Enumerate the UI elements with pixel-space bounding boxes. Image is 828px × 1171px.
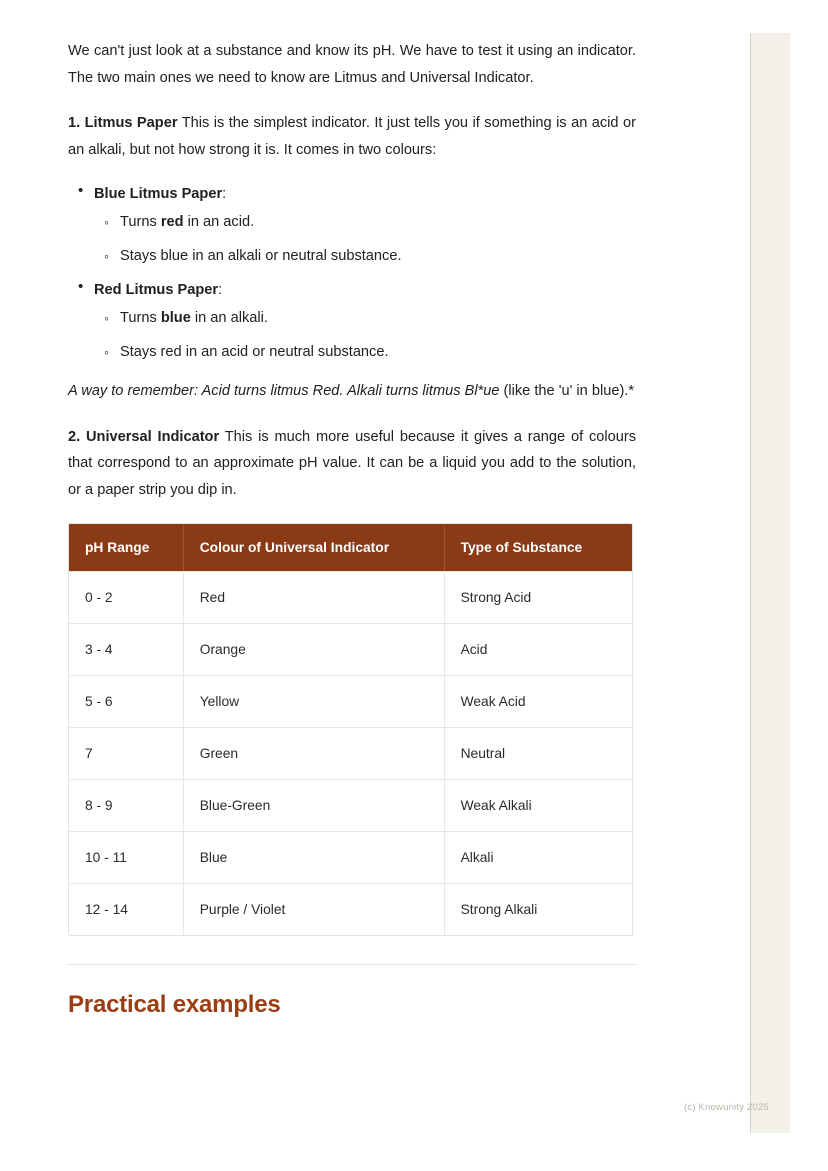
list-item	[120, 340, 636, 364]
sub-strong: blue	[160, 310, 191, 326]
sub-post: in an acid.	[183, 214, 255, 230]
cell-ph-range: 5 - 6	[69, 675, 184, 727]
cell-colour: Blue	[184, 831, 445, 883]
intro-paragraph: We can't just look at a substance and know its pH. We have to test it using an indicator. The two main ones we need to know are Litmus and Universal Indicator.	[68, 43, 636, 86]
watermark-text: (c) Knowunity 2025	[684, 1102, 769, 1113]
cell-colour: Purple / Violet	[184, 883, 445, 935]
sub-pre: Turns	[120, 310, 161, 326]
cell-ph-range: 12 - 14	[69, 883, 184, 935]
cell-ph-range: 0 - 2	[69, 571, 184, 623]
list-item	[94, 182, 636, 268]
document-page	[68, 38, 636, 1019]
mnemonic-paragraph	[68, 378, 636, 405]
cell-type: Neutral	[445, 727, 632, 779]
column-header-colour: Colour of Universal Indicator	[184, 524, 445, 571]
blue-litmus-colon: :	[222, 186, 227, 202]
list-item	[120, 210, 636, 234]
section-divider	[68, 964, 636, 965]
table-row	[69, 675, 632, 727]
ph-range-table	[68, 523, 633, 936]
cell-type: Weak Acid	[445, 675, 632, 727]
table-row	[69, 831, 632, 883]
table-row	[69, 623, 632, 675]
list-item	[94, 278, 636, 364]
cell-type: Weak Alkali	[445, 779, 632, 831]
sub-pre: Turns	[120, 214, 161, 230]
cell-colour: Orange	[184, 623, 445, 675]
mnemonic-italic: A way to remember: Acid turns litmus Red. Alkali turns litmus Bl*ue	[68, 383, 500, 399]
list-item-heading	[94, 278, 636, 302]
cell-ph-range: 10 - 11	[69, 831, 184, 883]
cell-ph-range: 7	[69, 727, 184, 779]
page-margin-strip	[750, 33, 790, 1133]
cell-colour: Blue-Green	[184, 779, 445, 831]
column-header-type: Type of Substance	[445, 524, 632, 571]
red-litmus-label: Red Litmus Paper	[94, 282, 219, 298]
list-item	[120, 306, 636, 330]
column-header-ph-range: pH Range	[69, 524, 184, 571]
list-item-heading	[94, 182, 636, 206]
sub-strong: red	[160, 214, 184, 230]
cell-ph-range: 8 - 9	[69, 779, 184, 831]
sub-pre: Stays red in an acid or neutral substance.	[120, 344, 389, 360]
cell-type: Strong Alkali	[445, 883, 632, 935]
table-row	[69, 571, 632, 623]
sub-post: in an alkali.	[190, 310, 268, 326]
cell-colour: Green	[184, 727, 445, 779]
universal-indicator-paragraph	[68, 424, 636, 504]
table-row	[69, 779, 632, 831]
page-title: Practical examples	[68, 991, 281, 1018]
mnemonic-rest: (like the 'u' in blue).*	[499, 383, 635, 399]
table-row	[69, 727, 632, 779]
cell-colour: Red	[184, 571, 445, 623]
cell-type: Alkali	[445, 831, 632, 883]
red-litmus-colon: :	[218, 282, 223, 298]
table-row	[69, 883, 632, 935]
litmus-heading: 1. Litmus Paper	[68, 115, 178, 131]
sub-pre: Stays blue in an alkali or neutral substance.	[120, 248, 402, 264]
red-litmus-sublist	[94, 306, 636, 364]
universal-heading: 2. Universal Indicator	[68, 428, 220, 445]
litmus-text: This is the simplest indicator. It just tells you if something is an acid or an alkali, but not how strong it is. It comes in two colours:	[68, 115, 636, 158]
table-header-row	[69, 524, 632, 571]
list-item	[120, 244, 636, 268]
cell-type: Strong Acid	[445, 571, 632, 623]
universal-text: This is much more useful because it gives a range of colours that correspond to an approximate pH value. It can be a liquid you add to the solution, or a paper strip you dip in.	[68, 428, 636, 498]
cell-type: Acid	[445, 623, 632, 675]
blue-litmus-sublist	[94, 210, 636, 268]
cell-ph-range: 3 - 4	[69, 623, 184, 675]
cell-colour: Yellow	[184, 675, 445, 727]
blue-litmus-label: Blue Litmus Paper	[94, 186, 223, 202]
litmus-list	[68, 182, 636, 364]
litmus-paragraph	[68, 110, 636, 163]
